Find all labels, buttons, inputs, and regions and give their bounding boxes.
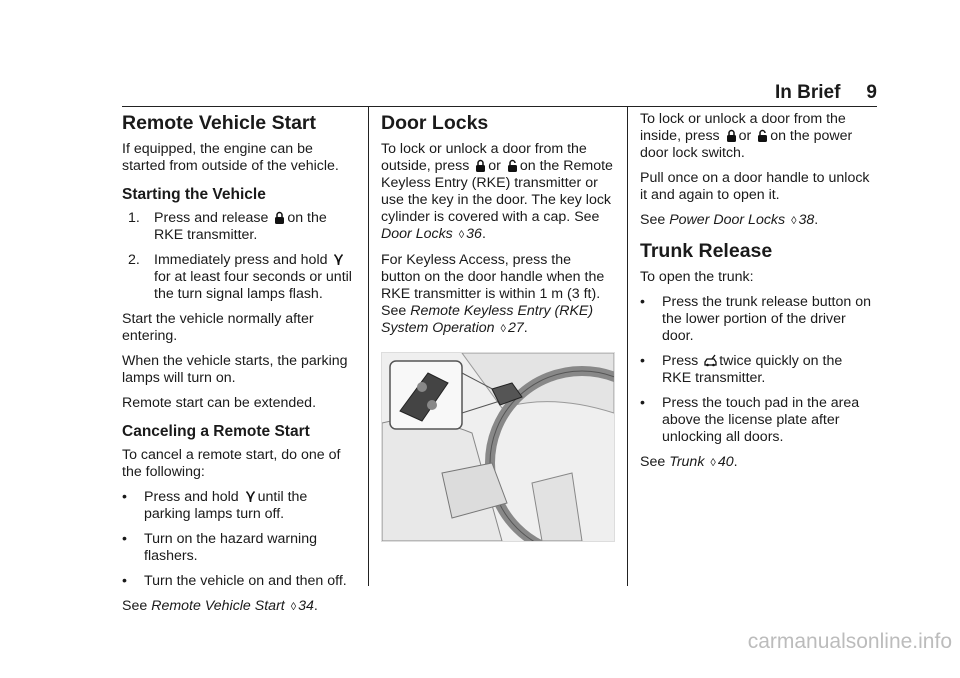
link-trunk[interactable]: Trunk (669, 454, 705, 470)
trunk-bullet-3: • Press the touch pad in the area above the license plate after unlocking all doors. (640, 395, 860, 445)
column-door-locks (381, 108, 613, 542)
link-door-locks[interactable]: Door Locks (381, 226, 453, 242)
cancel-bullet-1: • Press and hold until the parking lamps turn off. (122, 489, 308, 522)
cancel-intro: To cancel a remote start, do one of the following: (122, 447, 341, 480)
heading-canceling-remote-start: Canceling a Remote Start (122, 423, 310, 440)
step-2: 2. Immediately press and hold for at least four seconds or until the turn signal lamps flash. (128, 252, 352, 302)
see-trunk: See Trunk ◊ 40. (640, 454, 738, 470)
link-rke-system-operation[interactable]: Remote Keyless Entry (RKE) System Operation (381, 303, 594, 336)
cancel-bullet-3: • Turn the vehicle on and then off. (122, 573, 347, 589)
cancel-bullet-2: • Turn on the hazard warning flashers. (122, 531, 317, 564)
door-locks-paragraph-2: For Keyless Access, press the button on the door handle when the RKE transmitter is within 1 m (3 ft). See Remote Keyless Entry (RKE) System Operation ◊ 27. (381, 252, 605, 336)
trunk-icon (704, 354, 717, 367)
parking-lamps-text: When the vehicle starts, the parking lamps will turn on. (122, 353, 348, 386)
column-divider-2 (627, 106, 628, 586)
door-handle-paragraph: Pull once on a door handle to unlock it and again to open it. (640, 170, 870, 203)
watermark: carmanualsonline.info (747, 630, 952, 653)
unlock-icon (507, 159, 518, 172)
extend-text: Remote start can be extended. (122, 395, 317, 411)
heading-trunk-release: Trunk Release (640, 240, 773, 262)
trunk-bullet-2: • Press twice quickly on the RKE transmitter. (640, 353, 843, 386)
remote-start-icon (245, 490, 256, 503)
see-power-door-locks: See Power Door Locks ◊ 38. (640, 212, 819, 228)
lock-icon (274, 211, 285, 224)
door-locks-paragraph-1: To lock or unlock a door from the outside, press or on the Remote Keyless Entry (RKE) transmitter or use the key in the door. The key lock cylinder is covered with a cap. See Door Locks ◊ 36. (381, 141, 613, 242)
link-power-door-locks[interactable]: Power Door Locks (669, 212, 786, 228)
lock-icon (475, 159, 486, 172)
door-lock-switch-illustration (381, 352, 615, 542)
link-remote-vehicle-start[interactable]: Remote Vehicle Start (151, 598, 285, 614)
header-rule (122, 106, 877, 107)
remote-start-intro: If equipped, the engine can be started from outside of the vehicle. (122, 141, 339, 174)
unlock-icon (757, 129, 768, 142)
heading-starting-the-vehicle: Starting the Vehicle (122, 186, 266, 203)
start-normally-text: Start the vehicle normally after entering. (122, 311, 314, 344)
column-divider-1 (368, 106, 369, 586)
section-title: In Brief (774, 82, 841, 103)
trunk-bullet-1: • Press the trunk release button on the lower portion of the driver door. (640, 294, 871, 344)
step-1: 1. Press and release on the RKE transmitter. (128, 210, 327, 243)
heading-remote-vehicle-start: Remote Vehicle Start (122, 112, 316, 134)
page-number: 9 (866, 82, 877, 103)
page-header (0, 82, 877, 104)
inside-lock-paragraph: To lock or unlock a door from the inside, press or on the power door lock switch. (640, 111, 853, 161)
lock-icon (726, 129, 737, 142)
remote-start-icon (333, 253, 344, 266)
trunk-intro: To open the trunk: (640, 269, 754, 285)
column-trunk-release (640, 108, 872, 480)
see-remote-vehicle-start: See Remote Vehicle Start ◊ 34. (122, 598, 318, 614)
column-remote-start (122, 108, 354, 624)
heading-door-locks: Door Locks (381, 112, 489, 134)
